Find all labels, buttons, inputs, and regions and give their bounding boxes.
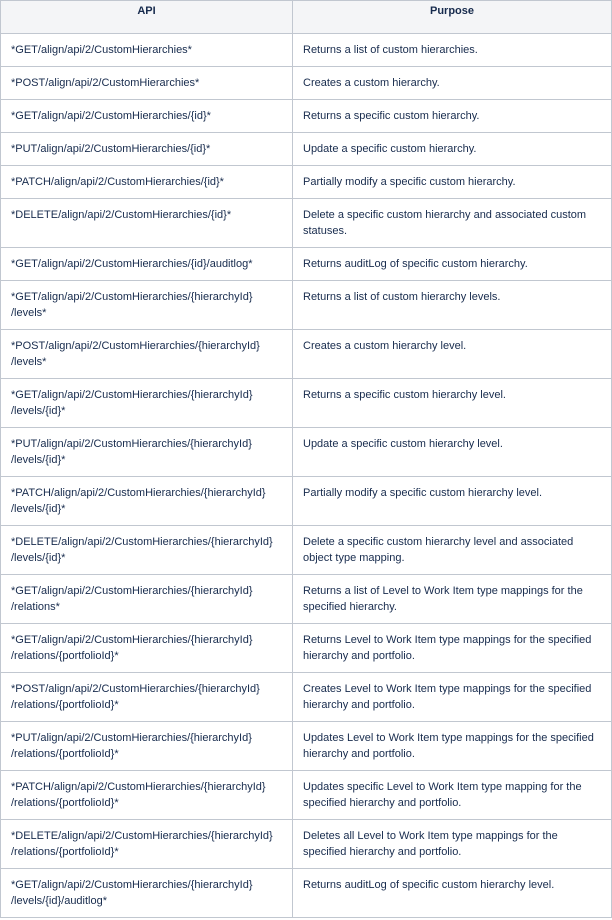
table-row [1,67,612,100]
api-line: /levels/{id}* [11,552,66,564]
api-cell [1,624,293,673]
purpose-cell: Creates a custom hierarchy level. [293,330,612,379]
purpose-cell: Returns a specific custom hierarchy level. [293,379,612,428]
table-row [1,722,612,771]
api-line: *GET/align/api/2/CustomHierarchies/{hierarchyId} [11,389,253,401]
purpose-cell: Update a specific custom hierarchy level. [293,428,612,477]
purpose-cell: Partially modify a specific custom hierarchy level. [293,477,612,526]
purpose-cell: Update a specific custom hierarchy. [293,133,612,166]
table-row [1,477,612,526]
api-line: *DELETE/align/api/2/CustomHierarchies/{hierarchyId} [11,830,273,842]
api-line: *PATCH/align/api/2/CustomHierarchies/{hierarchyId} [11,487,266,499]
api-cell [1,869,293,918]
table-row [1,166,612,199]
api-line: *GET/align/api/2/CustomHierarchies/{hierarchyId} [11,291,253,303]
purpose-cell: Returns auditLog of specific custom hierarchy level. [293,869,612,918]
api-line: *GET/align/api/2/CustomHierarchies/{hierarchyId} [11,879,253,891]
api-line: *POST/align/api/2/CustomHierarchies/{hierarchyId} [11,340,260,352]
api-cell [1,34,293,67]
purpose-cell: Returns a specific custom hierarchy. [293,100,612,133]
api-line: *GET/align/api/2/CustomHierarchies/{hierarchyId} [11,585,253,597]
api-cell [1,477,293,526]
table-body [1,34,612,918]
api-cell [1,330,293,379]
api-cell [1,526,293,575]
table-row [1,199,612,248]
purpose-cell: Updates Level to Work Item type mappings for the specified hierarchy and portfolio. [293,722,612,771]
api-cell [1,428,293,477]
table-row [1,34,612,67]
api-line: *GET/align/api/2/CustomHierarchies/{id}* [11,110,211,122]
purpose-cell: Returns Level to Work Item type mappings for the specified hierarchy and portfolio. [293,624,612,673]
table-row [1,526,612,575]
api-line: /levels/{id}* [11,503,66,515]
api-line: *PUT/align/api/2/CustomHierarchies/{id}* [11,143,211,155]
purpose-cell: Returns a list of Level to Work Item type mappings for the specified hierarchy. [293,575,612,624]
table-row [1,133,612,166]
purpose-cell: Deletes all Level to Work Item type mappings for the specified hierarchy and portfolio. [293,820,612,869]
api-cell [1,771,293,820]
purpose-cell: Creates a custom hierarchy. [293,67,612,100]
header-purpose: Purpose [293,1,612,34]
api-line: *GET/align/api/2/CustomHierarchies/{id}/auditlog* [11,258,253,270]
table-row [1,673,612,722]
api-line: *PATCH/align/api/2/CustomHierarchies/{hierarchyId} [11,781,266,793]
table-row [1,771,612,820]
api-cell [1,199,293,248]
api-line: *POST/align/api/2/CustomHierarchies* [11,77,200,89]
api-line: *PUT/align/api/2/CustomHierarchies/{hierarchyId} [11,438,252,450]
header-row [1,1,612,34]
api-cell [1,166,293,199]
table-row [1,330,612,379]
api-line: /levels/{id}* [11,454,66,466]
api-line: *DELETE/align/api/2/CustomHierarchies/{id}* [11,209,232,221]
api-line: /relations/{portfolioId}* [11,699,119,711]
table-row [1,379,612,428]
api-cell [1,575,293,624]
api-line: *POST/align/api/2/CustomHierarchies/{hierarchyId} [11,683,260,695]
api-line: /relations* [11,601,60,613]
api-cell [1,281,293,330]
api-cell [1,673,293,722]
api-line: *GET/align/api/2/CustomHierarchies* [11,44,192,56]
table-row [1,820,612,869]
api-line: /relations/{portfolioId}* [11,846,119,858]
api-cell [1,379,293,428]
api-cell [1,100,293,133]
api-line: /relations/{portfolioId}* [11,797,119,809]
table-row [1,428,612,477]
purpose-cell: Creates Level to Work Item type mappings for the specified hierarchy and portfolio. [293,673,612,722]
purpose-cell: Updates specific Level to Work Item type mapping for the specified hierarchy and portfolio. [293,771,612,820]
api-line: /levels* [11,356,47,368]
api-line: /levels/{id}/auditlog* [11,895,108,907]
api-line: /levels/{id}* [11,405,66,417]
api-cell [1,133,293,166]
table-row [1,248,612,281]
api-line: /relations/{portfolioId}* [11,650,119,662]
table-row [1,100,612,133]
purpose-cell: Returns a list of custom hierarchies. [293,34,612,67]
table-row [1,575,612,624]
api-line: /relations/{portfolioId}* [11,748,119,760]
api-cell [1,722,293,771]
purpose-cell: Delete a specific custom hierarchy and associated custom statuses. [293,199,612,248]
api-cell [1,820,293,869]
table-row [1,869,612,918]
api-line: *PUT/align/api/2/CustomHierarchies/{hierarchyId} [11,732,252,744]
table-row [1,281,612,330]
table-row [1,624,612,673]
api-line: /levels* [11,307,47,319]
purpose-cell: Delete a specific custom hierarchy level and associated object type mapping. [293,526,612,575]
api-line: *GET/align/api/2/CustomHierarchies/{hierarchyId} [11,634,253,646]
header-api: API [1,1,293,34]
purpose-cell: Partially modify a specific custom hierarchy. [293,166,612,199]
api-cell [1,67,293,100]
api-line: *PATCH/align/api/2/CustomHierarchies/{id}* [11,176,224,188]
api-line: *DELETE/align/api/2/CustomHierarchies/{hierarchyId} [11,536,273,548]
api-cell [1,248,293,281]
purpose-cell: Returns a list of custom hierarchy levels. [293,281,612,330]
purpose-cell: Returns auditLog of specific custom hierarchy. [293,248,612,281]
